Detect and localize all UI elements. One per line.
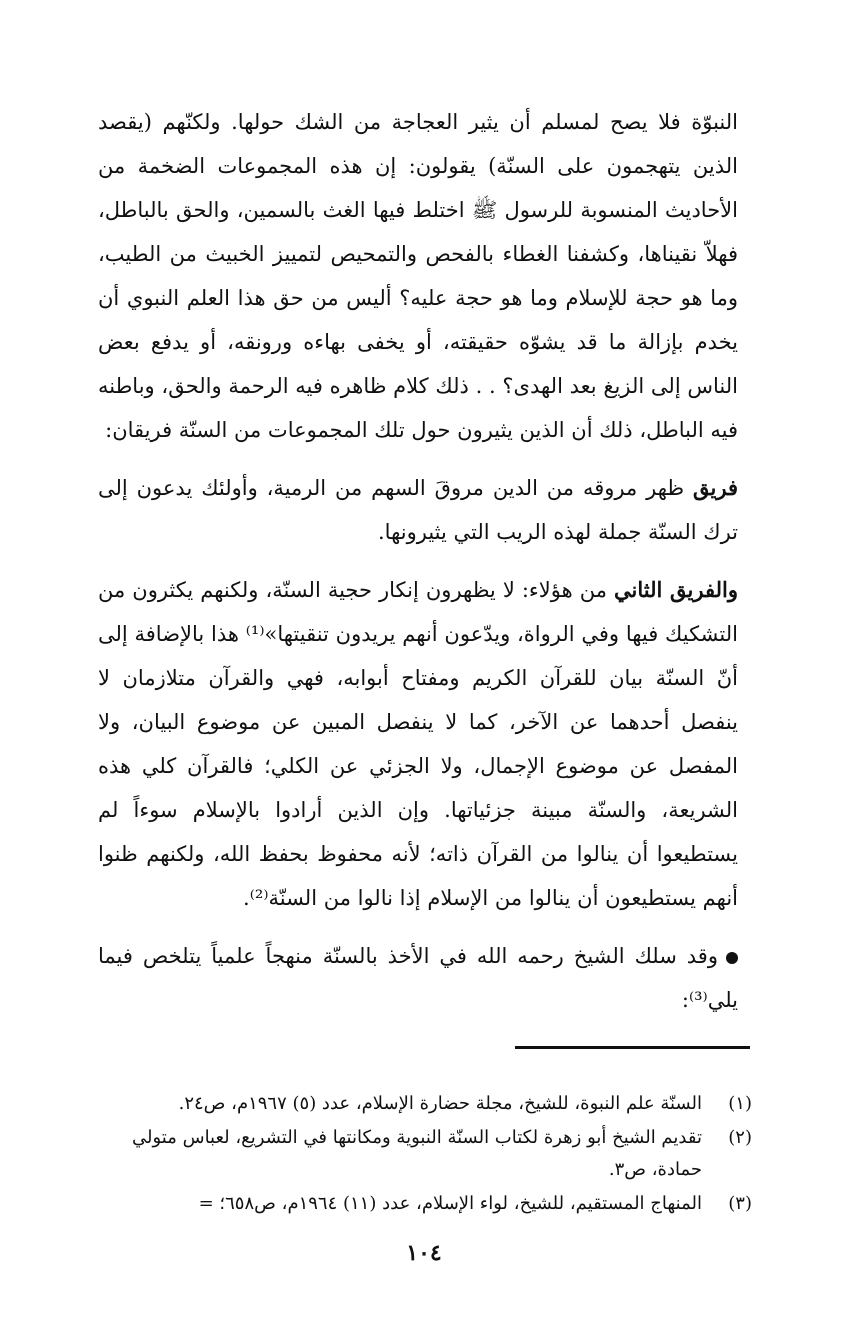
footnote-3 xyxy=(102,1188,752,1220)
footnote-1 xyxy=(102,1088,752,1120)
footnote-number: (١) xyxy=(728,1093,752,1114)
paragraph-1: النبوّة فلا يصح لمسلم أن يثير العجاجة من الشك حولها. ولكنّهم (يقصد الذين يتهجمون على السنّة) يقولون: إن هذه المجموعات الضخمة من الأحاديث المنسوبة للرسول ﷺ اختلط فيها الغث بالسمين، والحق بالباطل، فهلاّ نقيناها، وكشفنا الغطاء بالفحص والتمحيص لتمييز الخبيث من الطيب، وما هو حجة للإسلام وما هو حجة عليه؟ أليس من حق هذا العلم النبوي أن يخدم بإزالة ما قد يشوّه حقيقته، أو يخفى بهاءه ورونقه، أو يدفع بعض الناس إلى الزيغ بعد الهدى؟ . . ذلك كلام ظاهره فيه الرحمة والحق، وباطنه فيه الباطل، ذلك أن الذين يثيرون حول تلك المجموعات من السنّة فريقان: xyxy=(98,110,738,442)
main-text xyxy=(98,100,738,1022)
footnote-separator xyxy=(515,1046,750,1049)
footnote-2 xyxy=(102,1122,752,1186)
footnote-number: (٢) xyxy=(728,1127,752,1148)
footnotes xyxy=(102,1088,752,1222)
paragraph-2 xyxy=(98,466,738,554)
paragraph-2-text: ظهر مروقه من الدين مروقَ السهم من الرمية، وأولئك يدعون إلى ترك السنّة جملة لهذه الريب التي يثيرونها. xyxy=(98,476,738,544)
paragraph-4-text: وقد سلك الشيخ رحمه الله في الأخذ بالسنّة منهجاً علمياً يتلخص فيما يلي⁽³⁾: xyxy=(98,944,738,1012)
paragraph-3-lead: والفريق الثاني xyxy=(614,577,738,602)
footnote-text: تقديم الشيخ أبو زهرة لكتاب السنّة النبوية ومكانتها في التشريع، لعباس متولي حمادة، ص٣. xyxy=(132,1127,702,1180)
footnote-text: السنّة علم النبوة، للشيخ، مجلة حضارة الإسلام، عدد (٥) ١٩٦٧م، ص٢٤. xyxy=(178,1093,702,1114)
paragraph-4 xyxy=(98,934,738,1022)
bullet-icon xyxy=(726,952,738,964)
paragraph-3-text: من هؤلاء: لا يظهرون إنكار حجية السنّة، ولكنهم يكثرون من التشكيك فيها وفي الرواة، ويدّعون أنهم يريدون تنقيتها»⁽¹⁾ هذا بالإضافة إلى أنّ السنّة بيان للقرآن الكريم ومفتاح أبوابه، فهي والقرآن متلازمان لا ينفصل أحدهما عن الآخر، كما لا ينفصل المبين عن موضوع البيان، ولا المفصل عن موضوع الإجمال، ولا الجزئي عن الكلي؛ فالقرآن كلي هذه الشريعة، والسنّة مبينة جزئياتها. وإن الذين أرادوا بالإسلام سوءاً لم يستطيعوا أن ينالوا من القرآن ذاته؛ لأنه محفوظ بحفظ الله، ولكنهم ظنوا أنهم يستطيعون أن ينالوا من الإسلام إذا نالوا من السنّة⁽²⁾. xyxy=(98,578,738,910)
footnote-text: المنهاج المستقيم، للشيخ، لواء الإسلام، عدد (١١) ١٩٦٤م، ص٦٥٨؛ = xyxy=(198,1193,702,1214)
page-number: ١٠٤ xyxy=(406,1240,442,1266)
paragraph-2-lead: فريق xyxy=(693,475,738,500)
footnote-number: (٣) xyxy=(728,1193,752,1214)
paragraph-3 xyxy=(98,568,738,920)
